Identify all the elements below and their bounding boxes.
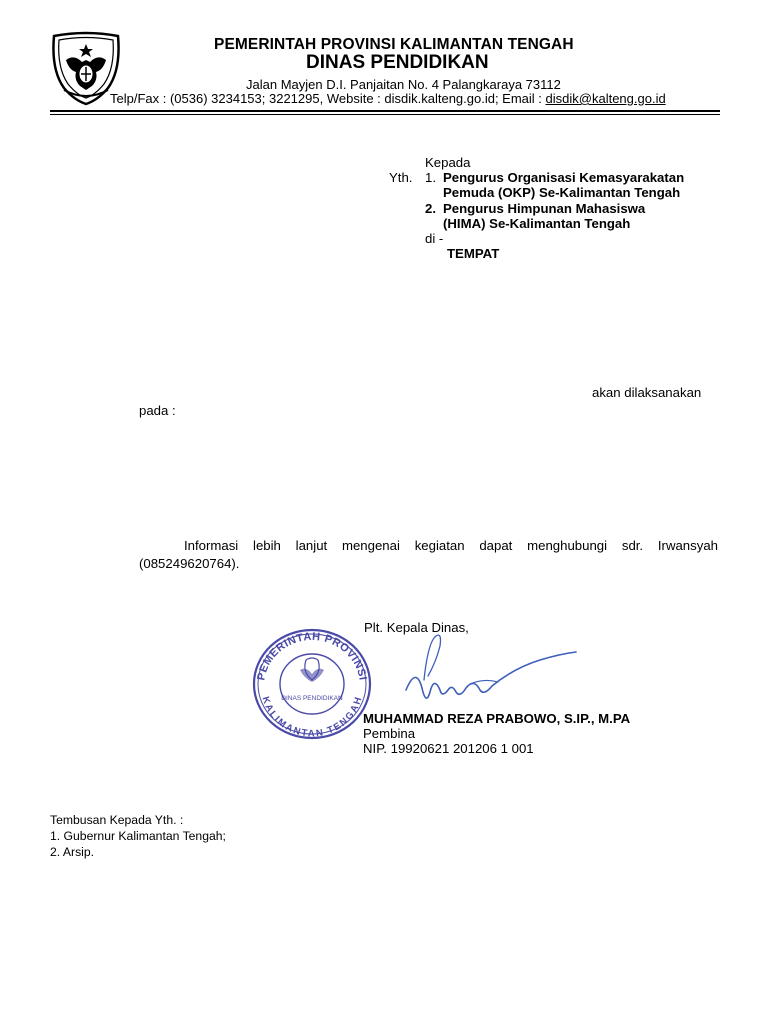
header-rule-thin bbox=[50, 114, 720, 115]
signatory-rank: Pembina bbox=[363, 726, 416, 741]
cc-item-2: 2. Arsip. bbox=[50, 845, 95, 859]
recipient-item1-number: 1. bbox=[425, 170, 436, 185]
seal-top-text: PEMERINTAH PROVINSI bbox=[255, 630, 369, 682]
handwritten-signature bbox=[404, 632, 580, 714]
recipient-item2-line1: Pengurus Himpunan Mahasiswa bbox=[443, 201, 646, 216]
recipient-kepada: Kepada bbox=[425, 155, 471, 170]
recipient-item2-number: 2. bbox=[425, 201, 436, 216]
recipient-di: di - bbox=[425, 231, 444, 246]
signatory-name: MUHAMMAD REZA PRABOWO, S.IP., M.PA bbox=[363, 711, 631, 726]
signatory-nip: NIP. 19920621 201206 1 001 bbox=[363, 741, 534, 756]
recipient-tempat: TEMPAT bbox=[447, 246, 500, 261]
header-rule-thick bbox=[50, 110, 720, 112]
contact-text: Telp/Fax : (0536) 3234153; 3221295, Website : disdik.kalteng.go.id; Email : bbox=[110, 91, 546, 106]
body-fragment-pada: pada : bbox=[139, 403, 176, 418]
body-info-line2: (085249620764). bbox=[139, 556, 240, 571]
recipient-item1-line2: Pemuda (OKP) Se-Kalimantan Tengah bbox=[443, 185, 681, 200]
letterhead-address: Jalan Mayjen D.I. Panjaitan No. 4 Palangkaraya 73112 bbox=[246, 77, 561, 92]
body-info-line1: Informasi lebih lanjut mengenai kegiatan dapat menghubungi sdr. Irwansyah bbox=[184, 538, 718, 553]
seal-inner-text: DINAS PENDIDIKAN bbox=[281, 695, 343, 702]
recipient-item1-line1: Pengurus Organisasi Kemasyarakatan bbox=[443, 170, 685, 185]
email-link[interactable]: disdik@kalteng.go.id bbox=[545, 91, 666, 106]
svg-text:PEMERINTAH PROVINSI bbox=[255, 631, 368, 682]
body-fragment-dilaksanakan: akan dilaksanakan bbox=[592, 385, 702, 400]
cc-item-1: 1. Gubernur Kalimantan Tengah; bbox=[50, 829, 226, 843]
letterhead-contact bbox=[110, 91, 666, 106]
official-stamp bbox=[250, 626, 374, 742]
recipient-item2-line2: (HIMA) Se-Kalimantan Tengah bbox=[443, 216, 631, 231]
letterhead-agency: DINAS PENDIDIKAN bbox=[306, 52, 489, 73]
letterhead-government: PEMERINTAH PROVINSI KALIMANTAN TENGAH bbox=[214, 36, 574, 53]
seal-bottom-text: KALIMANTAN TENGAH bbox=[259, 695, 365, 740]
cc-title: Tembusan Kepada Yth. : bbox=[50, 813, 184, 827]
recipient-yth: Yth. bbox=[389, 170, 413, 185]
signature-position: Plt. Kepala Dinas, bbox=[364, 620, 469, 635]
